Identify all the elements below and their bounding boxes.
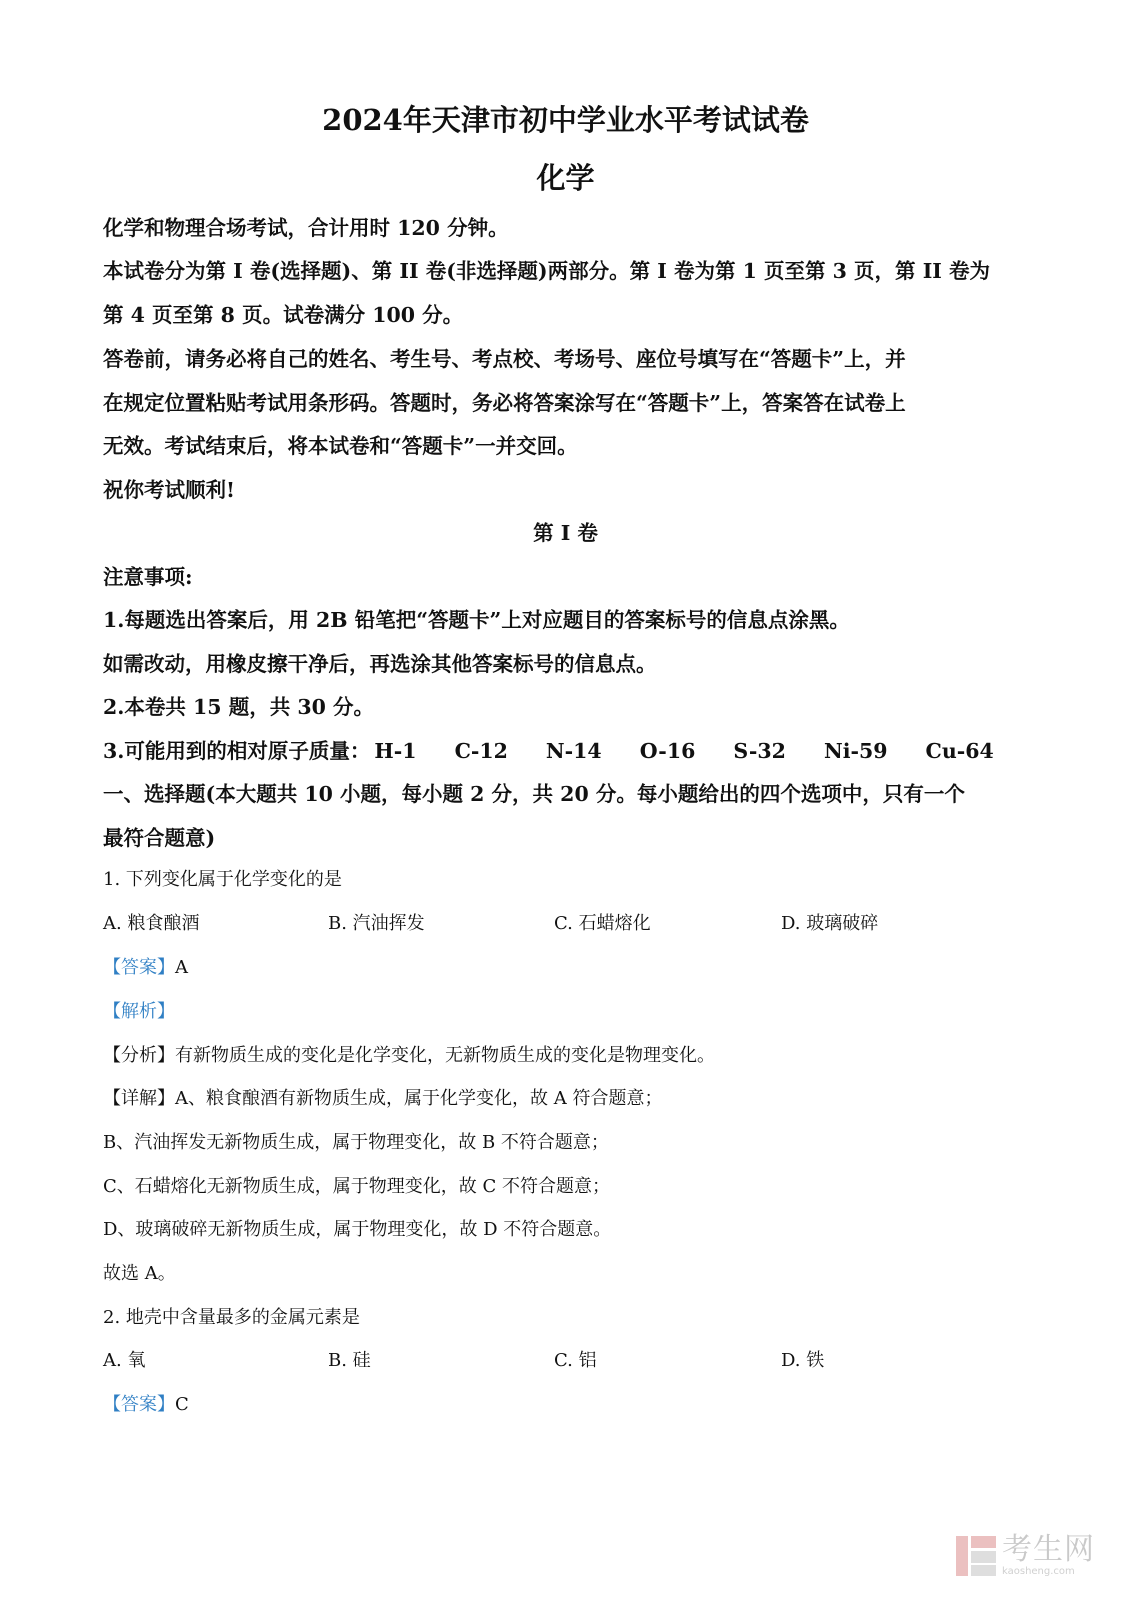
notes-line: 1.每题选出答案后，用 2B 铅笔把“答题卡”上对应题目的答案标号的信息点涂黑。 [103, 608, 850, 632]
q1-option-b: B. 汽油挥发 [328, 913, 425, 934]
xiangjie-tag: 【详解】 [103, 1088, 175, 1109]
part-one-heading-cont: 最符合题意) [103, 826, 216, 850]
q2-option-a: A. 氧 [103, 1350, 146, 1371]
atomic-mass-item: Cu-64 [925, 739, 994, 763]
watermark-url: kaosheng.com [1002, 1566, 1075, 1577]
q2-answer [103, 1390, 189, 1416]
notes-heading: 注意事项: [103, 565, 193, 589]
atomic-mass-item: O-16 [639, 739, 696, 763]
q1-answer [103, 953, 188, 979]
intro-line: 祝你考试顺利! [103, 478, 235, 502]
q1-explain-line: C、石蜡熔化无新物质生成，属于物理变化，故 C 不符合题意； [103, 1176, 610, 1197]
analysis-tag: 【解析】 [103, 1001, 175, 1022]
q1-analysis [103, 997, 175, 1023]
exam-title: 2024年天津市初中学业水平考试试卷 [322, 103, 809, 137]
atomic-mass-item: C-12 [454, 739, 508, 763]
section-title: 第 I 卷 [533, 521, 598, 545]
intro-line: 无效。考试结束后，将本试卷和“答题卡”一并交回。 [103, 434, 578, 458]
intro-line: 本试卷分为第 I 卷(选择题)、第 II 卷(非选择题)两部分。第 I 卷为第 1 页至第 3 页，第 II 卷为 [103, 259, 991, 283]
watermark-name: 考生网 [1002, 1532, 1095, 1567]
notes-line: 2.本卷共 15 题，共 30 分。 [103, 695, 375, 719]
answer-value: A [175, 957, 188, 978]
intro-line: 在规定位置粘贴考试用条形码。答题时，务必将答案涂写在“答题卡”上，答案答在试卷上 [103, 391, 906, 415]
q1-option-a: A. 粮食酿酒 [103, 913, 200, 934]
atomic-mass-label: 3.可能用到的相对原子质量： [103, 739, 371, 763]
question-1-stem: 1. 下列变化属于化学变化的是 [103, 869, 342, 890]
intro-line: 第 4 页至第 8 页。试卷满分 100 分。 [103, 303, 464, 327]
q2-option-d: D. 铁 [781, 1350, 825, 1371]
xiangjie-text: A、粮食酿酒有新物质生成，属于化学变化，故 A 符合题意； [175, 1088, 663, 1109]
watermark [956, 1534, 1095, 1578]
part-one-heading: 一、选择题(本大题共 10 小题，每小题 2 分，共 20 分。每小题给出的四个选项中，只有一个 [103, 782, 965, 806]
atomic-mass-item: N-14 [545, 739, 602, 763]
fenxi-text: 有新物质生成的变化是化学变化，无新物质生成的变化是物理变化。 [175, 1045, 715, 1066]
subject-title: 化学 [536, 161, 595, 195]
atomic-mass-item: Ni-59 [823, 739, 888, 763]
q2-option-b: B. 硅 [328, 1350, 371, 1371]
answer-tag: 【答案】 [103, 1394, 175, 1415]
q1-conclusion: 故选 A。 [103, 1263, 176, 1284]
notes-line: 如需改动，用橡皮擦干净后，再选涂其他答案标号的信息点。 [103, 652, 657, 676]
question-2-stem: 2. 地壳中含量最多的金属元素是 [103, 1307, 360, 1328]
answer-value: C [175, 1394, 189, 1415]
intro-line: 答卷前，请务必将自己的姓名、考生号、考点校、考场号、座位号填写在“答题卡”上，并 [103, 347, 906, 371]
q1-explain-line: B、汽油挥发无新物质生成，属于物理变化，故 B 不符合题意； [103, 1132, 609, 1153]
q1-fenxi [103, 1041, 715, 1067]
atomic-mass-item: S-32 [733, 739, 786, 763]
atomic-mass-line [103, 734, 1032, 764]
q1-xiangjie [103, 1084, 662, 1110]
intro-line: 化学和物理合场考试，合计用时 120 分钟。 [103, 216, 509, 240]
atomic-mass-item: H-1 [374, 739, 417, 763]
q1-option-d: D. 玻璃破碎 [781, 913, 879, 934]
q2-option-c: C. 铝 [554, 1350, 597, 1371]
q1-option-c: C. 石蜡熔化 [554, 913, 651, 934]
q1-explain-line: D、玻璃破碎无新物质生成，属于物理变化，故 D 不符合题意。 [103, 1219, 612, 1240]
answer-tag: 【答案】 [103, 957, 175, 978]
fenxi-tag: 【分析】 [103, 1045, 175, 1066]
kaosheng-logo-icon [956, 1536, 996, 1576]
